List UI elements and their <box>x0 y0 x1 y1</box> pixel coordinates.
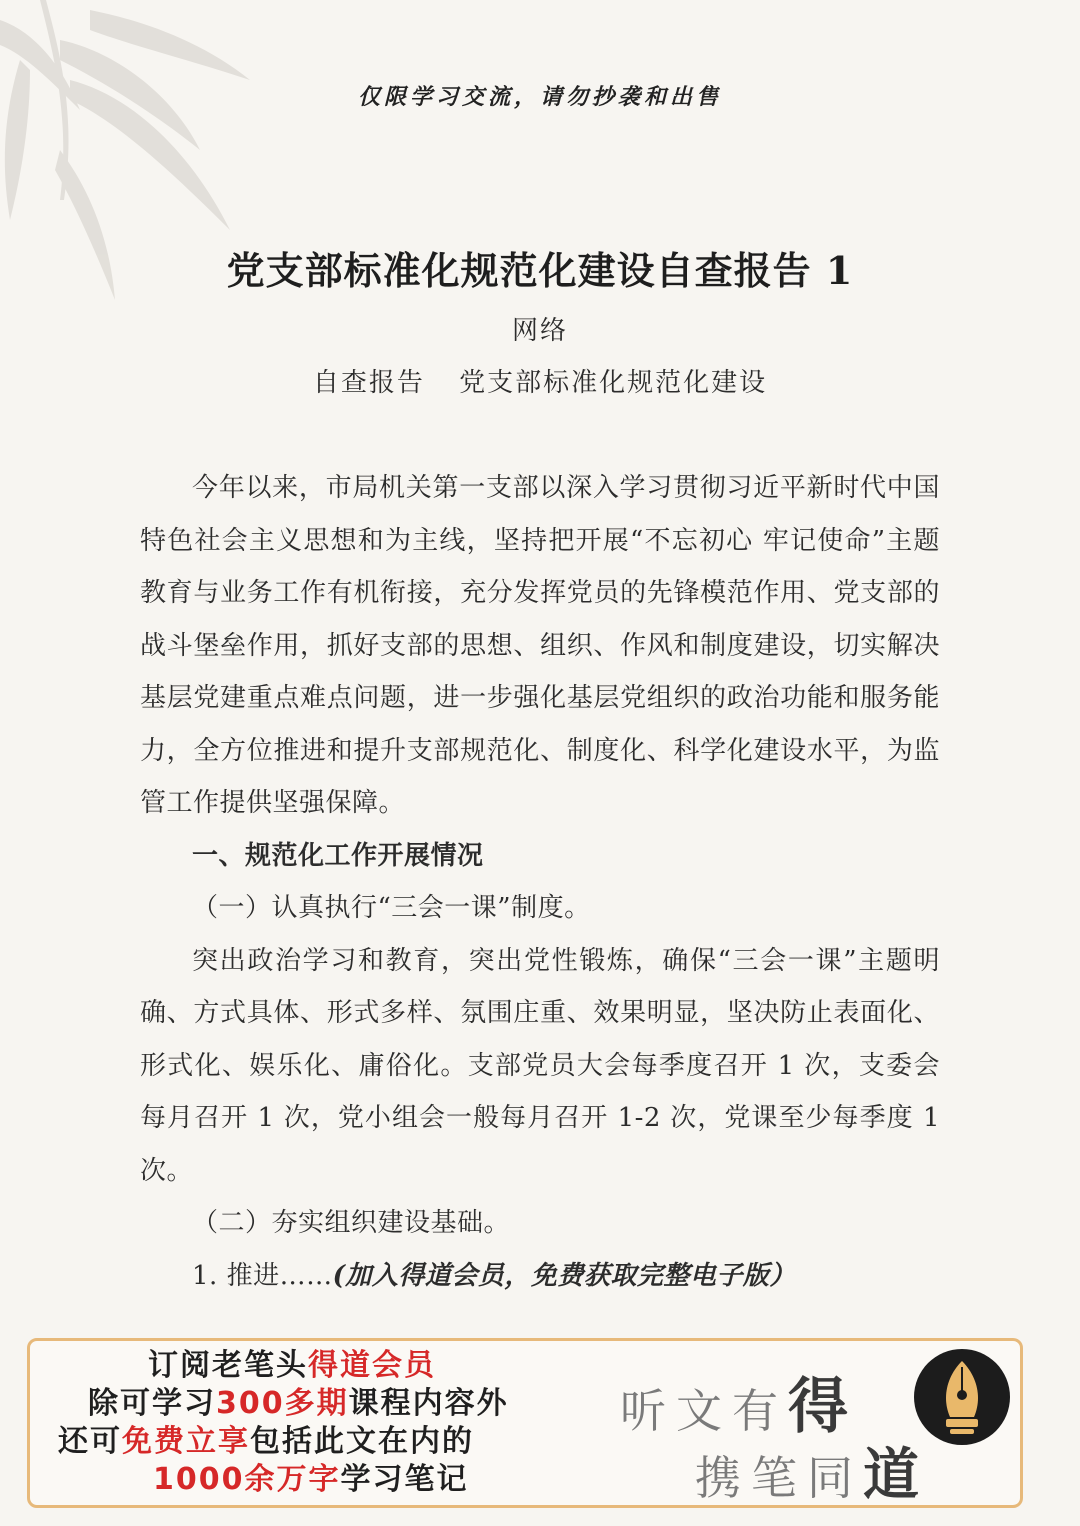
section-heading: 一、规范化工作开展情况 <box>192 840 484 871</box>
subsection-heading: （一）认真执行“三会一课”制度。 <box>192 893 591 923</box>
slogan-text: 携笔同 <box>695 1451 863 1505</box>
document-body <box>140 462 940 1302</box>
paragraph-intro: 今年以来，市局机关第一支部以深入学习贯彻习近平新时代中国特色社会主义思想和为主线，坚持把开展“不忘初心 牢记使命”主题教育与业务工作有机衔接，充分发挥党员的先锋模范作用、党支部的战斗堡垒作用，抓好支部的思想、组织、作风和制度建设，切实解决基层党建重点难点问题，进一步强化基层党组织的政治功能和服务能力，全方位推进和提升支部规范化、制度化、科学化建设水平，为监管工作提供坚强保障。 <box>140 473 940 818</box>
slogan-line-2 <box>695 1431 929 1511</box>
slogan-emphasis: 得 <box>788 1372 858 1442</box>
slogan-emphasis: 道 <box>863 1442 929 1508</box>
list-item-text: 1. 推进…… <box>192 1260 333 1291</box>
promo-text-segment: 学习笔记 <box>340 1462 469 1497</box>
promo-text-segment: 包括此文在内的 <box>250 1424 474 1459</box>
pen-nib-logo-icon <box>912 1347 1012 1447</box>
promo-text <box>58 1347 618 1499</box>
promo-highlight: 300多期 <box>216 1386 349 1421</box>
paragraph-three-meetings: 突出政治学习和教育，突出党性锻炼，确保“三会一课”主题明确、方式具体、形式多样、氛围庄重、效果明显，坚决防止表面化、形式化、娱乐化、庸俗化。支部党员大会每季度召开 1 次，支委会每月召开 1 次，党小组会一般每月召开 1-2 次，党课至少每季度 1 次。 <box>140 945 940 1186</box>
document-keywords <box>0 362 1080 399</box>
bamboo-decoration-icon <box>0 0 260 360</box>
promo-text-segment: 还可 <box>58 1424 122 1459</box>
promo-highlight: 得道会员 <box>308 1348 436 1383</box>
keyword: 自查报告 <box>312 368 425 398</box>
list-item <box>140 1250 940 1303</box>
promo-text-segment: 除可学习 <box>88 1386 216 1421</box>
keyword: 党支部标准化规范化建设 <box>459 368 768 398</box>
copyright-notice: 仅限学习交流，请勿抄袭和出售 <box>357 84 722 110</box>
membership-promo-banner[interactable] <box>27 1338 1023 1508</box>
promo-highlight: 1000余万字 <box>153 1462 341 1497</box>
promo-highlight: 免费立享 <box>122 1424 250 1459</box>
slogan-text: 听文有 <box>620 1384 788 1438</box>
promo-text-segment: 订阅老笔头 <box>148 1348 308 1383</box>
document-title: 党支部标准化规范化建设自查报告 1 <box>226 248 854 293</box>
membership-note: (加入得道会员，免费获取完整电子版） <box>332 1260 796 1291</box>
promo-text-segment: 课程内容外 <box>348 1386 509 1421</box>
subsection-heading: （二）夯实组织建设基础。 <box>192 1208 511 1238</box>
document-author: 网络 <box>511 316 568 346</box>
